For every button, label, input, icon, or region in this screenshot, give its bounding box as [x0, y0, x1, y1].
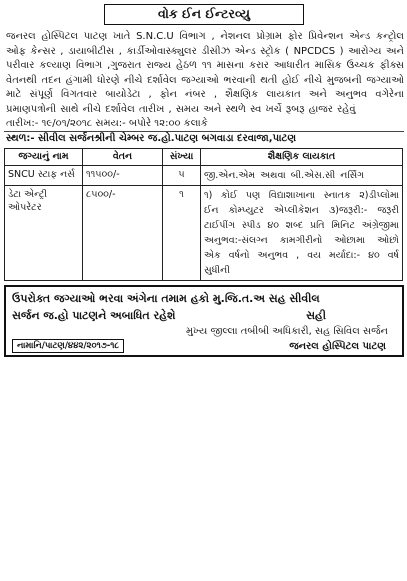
header-salary: વેતન: [83, 149, 163, 166]
rights-line-1: ઉપરોક્ત જગ્યાઓ ભરવા અંગેના તમામ હકો મુ.જિ.ત.અ સહ સીવીલ: [12, 292, 320, 305]
signature-label: સહી: [306, 309, 326, 322]
post-name-cell: SNCU સ્ટાફ નર્સ: [5, 166, 83, 186]
table-row: [5, 186, 403, 281]
post-name-cell: ડેટા એન્ટ્રી ઓપરેટર: [5, 186, 83, 281]
salary-cell: ૮૫૦૦/-: [83, 186, 163, 281]
header-qualification: શૈક્ષણિક લાયકાત: [201, 149, 403, 166]
qualification-cell: જી.એન.એમ અથવા બી.એસ.સી નર્સિંગ: [201, 166, 403, 186]
rights-line-2-row: [12, 307, 396, 324]
count-cell: ૫: [163, 166, 201, 186]
header-post-name: જગ્યાનું નામ: [5, 149, 83, 166]
salary-cell: ૧૧૫૦૦/-: [83, 166, 163, 186]
table-header-row: [5, 149, 403, 166]
date-time-line: તારીખ:- ૧૯/૦૧/૨૦૧૮ સમય:- બપોરે ૧૨:૦૦ કલાકે: [4, 117, 404, 132]
header-count: સંખ્યા: [163, 149, 201, 166]
vacancy-table: [4, 148, 403, 281]
count-cell: ૧: [163, 186, 201, 281]
reference-number: નામાનિ/પાટણ/૪૪૨/૨૦૧૭-૧૮: [12, 339, 124, 353]
page-title: વોક ઈન ઈન્ટરવ્યુ: [104, 4, 304, 25]
venue-line: સ્થળ:- સીવીલ સર્જનશ્રીની ચેમ્બર જ.હો.પાટણ બગવાડા દરવાજા,પાટણ: [6, 133, 297, 144]
qualification-cell: ૧) કોઈ પણ વિદ્યાશાખાના સ્નાતક ૨)ડીપ્લોમા ઈન કોમ્પ્યુટર એપ્લીકેશન ૩)જરૂરી:- જરૂરી ટાઈપીંગ સ્પીડ ૪૦ શબ્દ પ્રતિ મિનિટ અંગ્રેજીમા અનુભવ:-સંલગ્ન કામગીરીનો ઓછામા ઓછો એક વર્ષનો અનુભવ , વય મર્યાદા:- ૪૦ વર્ષ સુધીની: [201, 186, 403, 281]
hospital-name: જનરલ હોસ્પિટલ પાટણ: [289, 340, 386, 352]
table-row: [5, 166, 403, 186]
rights-line-2: સર્જન જ.હો પાટણને અબાધિત રહેશે: [12, 309, 176, 322]
announcement-paragraph: જનરલ હોસ્પિટલ પાટણ ખાતે S.N.C.U વિભાગ , નેશનલ પ્રોગ્રામ ફોર પ્રિવેન્શન એન્ડ કન્ટ્રોલ ઓફ કેન્સર , ડાયાબીટીસ , કાર્ડીઓવાસ્ક્યુલર ડીસીઝ એન્ડ સ્ટ્રોક ( NPCDCS ) આરોગ્ય અને પરીવાર કલ્યાણ વિભાગ ,ગુજરાત રાજ્ય હેઠળ ૧૧ માસના કરાર આધારીત માસિક ઉચ્ચક ફીક્સ વેતનથી તદન હંગામી ધોરણે નીચે દર્શાવેલ જગ્યાઓ ભરવાની થતી હોઈ નીચે મુજબની જગ્યાઓ માટે સંપૂર્ણ વિગતવાર બાયોડેટા , ફોન નંબર , શૈક્ષણિક લાયકાત અને અનુભવ વગેરેના પ્રમાણપત્રોની સાથે નીચે દર્શાવેલ તારીખ , સમય અને સ્થળે સ્વ ખર્ચે રૂબરૂ હાજર રહેવું: [6, 31, 404, 115]
footer-box: [4, 285, 404, 357]
officer-designation: મુખ્ય જીલ્લા તબીબી અધિકારી, સહ સિવિલ સર્જન: [185, 326, 388, 337]
footer-bottom-row: [12, 339, 396, 353]
